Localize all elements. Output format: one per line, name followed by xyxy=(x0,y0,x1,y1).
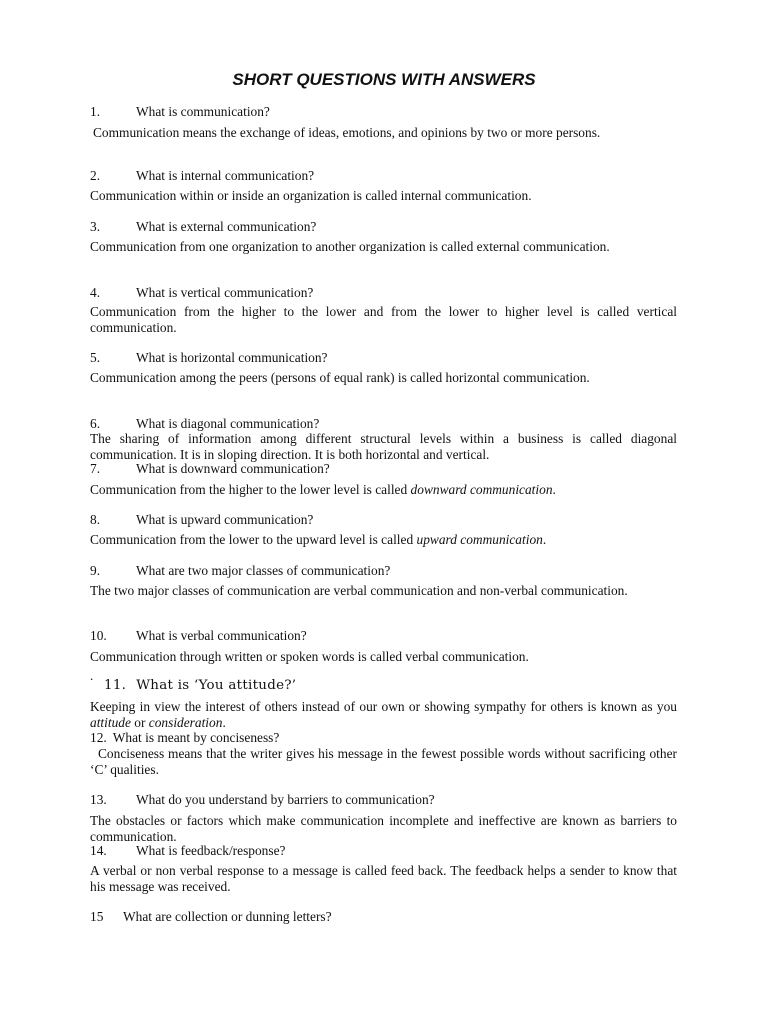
answer-7: Communication from the higher to the lower level is called downward communication. xyxy=(90,482,556,497)
stray-mark: . xyxy=(90,668,94,683)
question-text: What is horizontal communication? xyxy=(136,350,328,365)
question-number: 14. xyxy=(90,843,107,858)
question-text: What is external communication? xyxy=(136,219,317,234)
question-text: What is feedback/response? xyxy=(136,843,286,858)
answer-3: Communication from one organization to another organization is called external communication. xyxy=(90,239,610,254)
answer-14: A verbal or non verbal response to a message is called feed back. The feedback helps a sender to know that his message was received. xyxy=(90,863,677,894)
question-9 xyxy=(90,563,390,579)
question-number: 3. xyxy=(90,219,101,234)
question-14 xyxy=(90,843,285,859)
answer-6: The sharing of information among different structural levels within a business is called diagonal communication. It is in sloping direction. It is both horizontal and vertical. xyxy=(90,431,677,462)
question-number: 1. xyxy=(90,104,101,119)
answer-4: Communication from the higher to the lower and from the lower to higher level is called vertical communication. xyxy=(90,304,677,335)
question-8 xyxy=(90,512,313,528)
question-6 xyxy=(90,416,319,432)
question-5 xyxy=(90,350,328,366)
answer-9: The two major classes of communication are verbal communication and non-verbal communication. xyxy=(90,583,628,598)
answer-emphasis: attitude xyxy=(90,714,131,730)
answer-emphasis: downward communication xyxy=(410,482,553,497)
question-text: What is ‘You attitude?’ xyxy=(136,678,297,693)
question-text: What is internal communication? xyxy=(136,168,315,183)
question-text: What is meant by conciseness? xyxy=(112,730,280,745)
question-number: 6. xyxy=(90,416,101,431)
answer-2: Communication within or inside an organization is called internal communication. xyxy=(90,188,532,203)
question-15 xyxy=(90,909,332,925)
question-1 xyxy=(90,104,270,120)
question-number: 13. xyxy=(90,792,107,807)
question-3 xyxy=(90,219,316,235)
question-text: What is verbal communication? xyxy=(136,628,307,643)
question-10 xyxy=(90,628,307,644)
question-text: What is vertical communication? xyxy=(136,285,314,300)
question-text: What are collection or dunning letters? xyxy=(123,909,332,924)
answer-8: Communication from the lower to the upward level is called upward communication. xyxy=(90,532,547,547)
question-text: What do you understand by barriers to communication? xyxy=(136,792,435,807)
question-number: 7. xyxy=(90,461,101,476)
question-7 xyxy=(90,461,330,477)
question-12 xyxy=(90,730,279,746)
question-text: What is upward communication? xyxy=(136,512,314,527)
question-number: 15 xyxy=(90,909,104,924)
page-title: SHORT QUESTIONS WITH ANSWERS xyxy=(232,70,536,89)
answer-13: The obstacles or factors which make communication incomplete and ineffective are known as barriers to communication. xyxy=(90,813,677,844)
question-13 xyxy=(90,792,435,808)
question-11 xyxy=(104,678,296,693)
question-2 xyxy=(90,168,314,184)
question-text: What are two major classes of communication? xyxy=(136,563,391,578)
answer-11: Keeping in view the interest of others instead of our own or showing sympathy for others is known as you attitude or consideration. xyxy=(90,699,677,730)
answer-emphasis: consideration xyxy=(148,714,223,730)
question-number: 4. xyxy=(90,285,101,300)
answer-1: Communication means the exchange of ideas, emotions, and opinions by two or more persons. xyxy=(93,125,601,140)
question-number: 2. xyxy=(90,168,101,183)
question-text: What is downward communication? xyxy=(136,461,330,476)
question-number: 5. xyxy=(90,350,101,365)
question-text: What is diagonal communication? xyxy=(136,416,320,431)
question-number: 9. xyxy=(90,563,101,578)
answer-10: Communication through written or spoken words is called verbal communication. xyxy=(90,649,529,664)
question-number: 11. xyxy=(104,678,127,693)
question-number: 12. xyxy=(90,730,107,745)
answer-emphasis: upward communication xyxy=(416,532,543,547)
question-text: What is communication? xyxy=(136,104,270,119)
question-4 xyxy=(90,285,313,301)
answer-12: Conciseness means that the writer gives his message in the fewest possible words without sacrificing other ‘C’ qualities. xyxy=(90,746,677,777)
answer-5: Communication among the peers (persons of equal rank) is called horizontal communication. xyxy=(90,370,590,385)
question-number: 10. xyxy=(90,628,107,643)
question-number: 8. xyxy=(90,512,101,527)
